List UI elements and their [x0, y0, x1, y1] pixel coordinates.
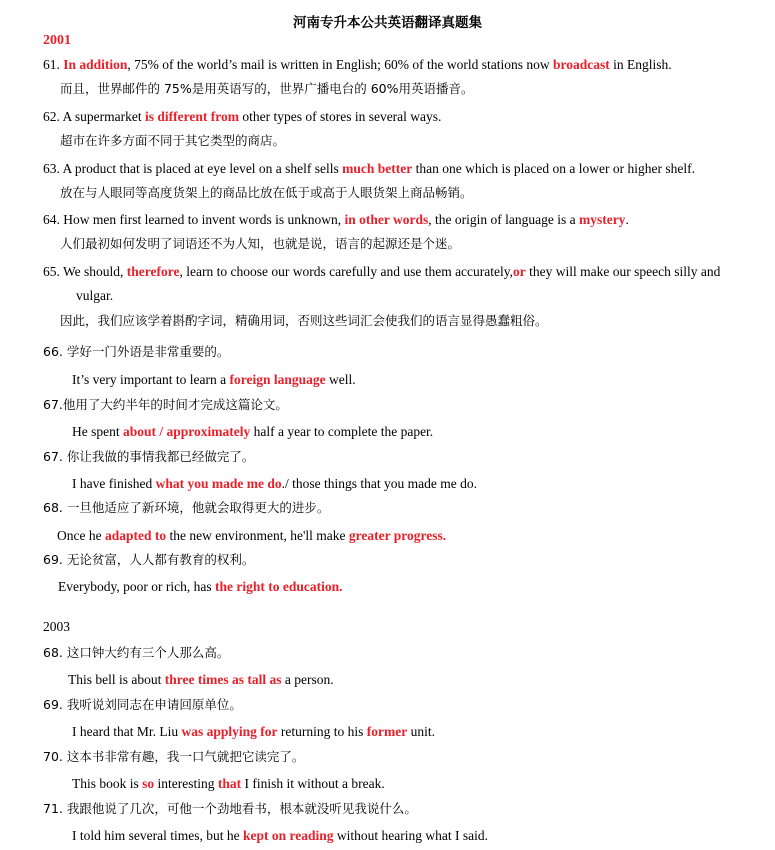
chinese-text-line [43, 644, 229, 661]
english-text-line [72, 371, 356, 388]
chinese-text-line [43, 448, 254, 465]
text-segment: This bell is about [68, 672, 165, 687]
text-segment: I heard that Mr. Liu [72, 724, 182, 739]
text-segment: 放在与人眼同等高度货架上的商品比放在低于或高于人眼货架上商品畅销。 [60, 185, 473, 200]
text-segment: 因此，我们应该学着斟酌字词，精确用词，否则这些词汇会使我们的语言显得愚蠢粗俗。 [60, 313, 548, 328]
english-text-line [58, 578, 342, 595]
text-segment: 69. 无论贫富，人人都有教育的权利。 [43, 552, 255, 567]
text-segment: 69. 我听说刘同志在申请回原单位。 [43, 697, 242, 712]
chinese-text-line [43, 343, 229, 360]
chinese-text-line [60, 80, 474, 97]
chinese-text-line [43, 748, 304, 765]
english-text-line [43, 211, 629, 228]
text-segment: , 75% of the world’s mail is written in English; 60% of the world stations now [127, 57, 554, 72]
highlighted-phrase: In addition [63, 57, 128, 72]
text-segment: It’s very important to learn a [72, 372, 230, 387]
text-segment: in English. [609, 57, 672, 72]
year-heading-2001: 2001 [43, 33, 71, 48]
text-segment: 67. 你让我做的事情我都已经做完了。 [43, 449, 255, 464]
english-text-line [43, 56, 672, 73]
english-text-line [43, 263, 720, 280]
highlighted-phrase: in other words [344, 212, 429, 227]
text-segment: returning to his [277, 724, 367, 739]
highlighted-phrase: the right to education. [214, 579, 343, 594]
text-segment: 62. A supermarket [43, 109, 145, 124]
highlighted-phrase: that [217, 776, 242, 791]
text-segment: vulgar. [76, 288, 114, 303]
text-segment: interesting [154, 776, 218, 791]
english-text-line [57, 527, 446, 544]
highlighted-phrase: much better [342, 161, 413, 176]
text-segment: a person. [281, 672, 334, 687]
text-segment: without hearing what I said. [333, 828, 488, 843]
highlighted-phrase: what you made me do [155, 476, 282, 491]
highlighted-phrase: is different from [144, 109, 239, 124]
text-segment: 人们最初如何发明了词语还不为人知，也就是说，语言的起源还是个迷。 [60, 236, 461, 251]
highlighted-phrase: broadcast [553, 57, 610, 72]
english-text-line [43, 160, 695, 177]
chinese-text-line [43, 551, 254, 568]
text-segment: I have finished [72, 476, 156, 491]
text-segment: Everybody, poor or rich, has [58, 579, 215, 594]
text-segment: 68. 这口钟大约有三个人那么高。 [43, 645, 230, 660]
text-segment: ./ those things that you made me do. [281, 476, 477, 491]
text-segment: This book is [72, 776, 143, 791]
english-text-line [72, 827, 488, 844]
highlighted-phrase: kept on reading [242, 828, 334, 843]
text-segment: Once he [57, 528, 105, 543]
chinese-text-line [60, 235, 460, 252]
highlighted-phrase: three times as tall as [164, 672, 282, 687]
text-segment: I told him several times, but he [72, 828, 243, 843]
text-segment: unit. [407, 724, 435, 739]
text-segment: 67.他用了大约半年的时间才完成这篇论文。 [43, 397, 288, 412]
text-segment: well. [325, 372, 356, 387]
text-segment: 63. A product that is placed at eye level on a shelf sells [43, 161, 343, 176]
text-segment: than one which is placed on a lower or higher shelf. [412, 161, 695, 176]
chinese-text-line [60, 312, 548, 329]
text-segment: 70. 这本书非常有趣，我一口气就把它读完了。 [43, 749, 305, 764]
highlighted-phrase: greater progress. [348, 528, 447, 543]
highlighted-phrase: foreign language [229, 372, 326, 387]
english-text-line [76, 287, 113, 304]
text-segment: He spent [72, 424, 123, 439]
text-segment: 61. [43, 57, 64, 72]
text-segment: other types of stores in several ways. [238, 109, 442, 124]
highlighted-phrase: adapted to [104, 528, 167, 543]
english-text-line [68, 671, 334, 688]
text-segment: the new environment, he'll make [166, 528, 349, 543]
text-segment: 66. 学好一门外语是非常重要的。 [43, 344, 230, 359]
highlighted-phrase: about / approximately [123, 424, 251, 439]
highlighted-phrase: former [366, 724, 408, 739]
highlighted-phrase: therefore [126, 264, 180, 279]
chinese-text-line [60, 184, 473, 201]
english-text-line [72, 775, 385, 792]
text-segment: 65. We should, [43, 264, 127, 279]
text-segment: they will make our speech silly and [525, 264, 721, 279]
text-segment: , learn to choose our words carefully and use them accurately, [179, 264, 514, 279]
text-segment: 而且，世界邮件的 75%是用英语写的，世界广播电台的 60%用英语播音。 [60, 81, 474, 96]
highlighted-phrase: or [513, 264, 526, 279]
text-segment: . [625, 212, 629, 227]
text-segment: 71. 我跟他说了几次，可他一个劲地看书，根本就没听见我说什么。 [43, 801, 417, 816]
english-text-line [43, 108, 441, 125]
page-title: 河南专升本公共英语翻译真题集 [293, 15, 482, 31]
text-segment: 超市在许多方面不同于其它类型的商店。 [60, 133, 286, 148]
english-text-line [72, 723, 435, 740]
year-heading-2003: 2003 [43, 619, 70, 634]
chinese-text-line [43, 800, 417, 817]
chinese-text-line [43, 499, 329, 516]
highlighted-phrase: so [142, 776, 155, 791]
text-segment: 68. 一旦他适应了新环境，他就会取得更大的进步。 [43, 500, 330, 515]
text-segment: , the origin of language is a [428, 212, 579, 227]
text-segment: I finish it without a break. [241, 776, 385, 791]
text-segment: 64. How men first learned to invent words is unknown, [43, 212, 345, 227]
highlighted-phrase: was applying for [181, 724, 278, 739]
english-text-line [72, 423, 433, 440]
english-text-line [72, 475, 477, 492]
chinese-text-line [43, 696, 242, 713]
chinese-text-line [43, 396, 288, 413]
chinese-text-line [60, 132, 285, 149]
highlighted-phrase: mystery [578, 212, 626, 227]
text-segment: half a year to complete the paper. [250, 424, 434, 439]
